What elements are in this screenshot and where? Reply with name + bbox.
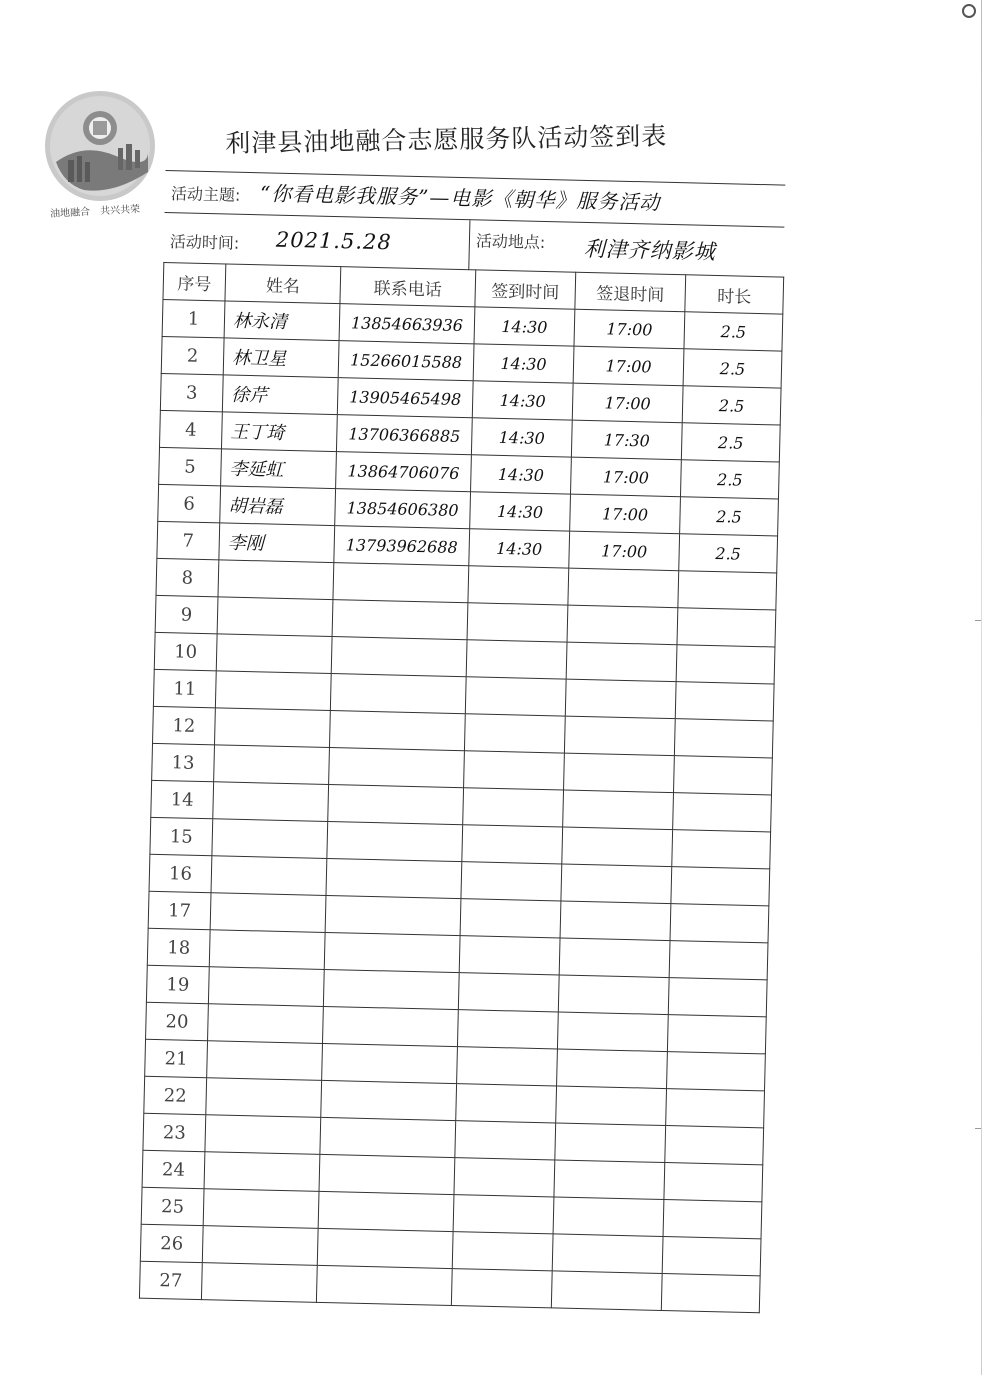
phone-number <box>322 1043 458 1083</box>
volunteer-name <box>207 1041 323 1081</box>
theme-label: 活动主题: <box>170 184 241 205</box>
row-number: 6 <box>158 484 221 522</box>
phone-number <box>324 932 460 972</box>
duration-hours <box>670 904 769 943</box>
volunteer-name <box>208 967 324 1007</box>
organization-logo <box>44 90 156 232</box>
phone-number: 13854606380 <box>335 489 471 529</box>
column-header: 时长 <box>685 275 784 314</box>
sign-out-time <box>564 753 675 793</box>
sign-out-time <box>556 1086 667 1126</box>
phone-number <box>316 1265 452 1305</box>
duration-hours <box>667 1052 766 1091</box>
duration-hours <box>678 571 777 610</box>
volunteer-name: 王丁琦 <box>221 412 337 452</box>
row-number: 11 <box>153 669 216 707</box>
volunteer-name: 李刚 <box>219 523 335 563</box>
row-number: 3 <box>160 373 223 411</box>
phone-number: 13864706076 <box>336 452 472 492</box>
row-number: 23 <box>143 1113 206 1151</box>
duration-hours <box>661 1274 760 1313</box>
phone-number <box>326 858 462 898</box>
duration-hours: 2.5 <box>681 423 780 462</box>
sign-in-time <box>459 936 560 975</box>
sign-out-time <box>552 1234 663 1274</box>
duration-hours <box>666 1089 765 1128</box>
sign-in-sheet <box>139 150 806 1325</box>
row-number: 25 <box>141 1187 204 1225</box>
sign-out-time <box>567 605 678 645</box>
row-number: 22 <box>144 1076 207 1114</box>
sign-in-time <box>453 1195 554 1234</box>
sign-in-time <box>461 862 562 901</box>
phone-number <box>317 1228 453 1268</box>
row-number: 18 <box>147 928 210 966</box>
volunteer-name <box>214 745 330 785</box>
sign-out-time <box>551 1271 662 1311</box>
duration-hours: 2.5 <box>682 386 781 425</box>
phone-number <box>333 563 469 603</box>
duration-hours <box>674 719 773 758</box>
duration-hours <box>675 682 774 721</box>
attendance-table <box>139 262 784 1313</box>
row-number: 19 <box>146 965 209 1003</box>
sign-out-time: 17:00 <box>573 346 684 386</box>
row-number: 7 <box>157 521 220 559</box>
volunteer-name <box>218 560 334 600</box>
sign-in-time <box>458 973 559 1012</box>
sign-in-time <box>455 1121 556 1160</box>
phone-number: 15266015588 <box>338 341 474 381</box>
row-number: 13 <box>152 743 215 781</box>
duration-hours <box>673 793 772 832</box>
volunteer-name <box>203 1189 319 1229</box>
row-number: 8 <box>156 558 219 596</box>
phone-number <box>319 1154 455 1194</box>
column-header: 签退时间 <box>575 272 686 312</box>
duration-hours <box>662 1237 761 1276</box>
column-header: 序号 <box>163 262 226 300</box>
duration-hours <box>667 1015 766 1054</box>
sign-in-time <box>456 1084 557 1123</box>
row-number: 4 <box>159 410 222 448</box>
sign-out-time <box>557 1012 668 1052</box>
phone-number <box>322 1006 458 1046</box>
phone-number <box>329 711 465 751</box>
sign-out-time: 17:00 <box>569 531 680 571</box>
duration-hours: 2.5 <box>684 312 783 351</box>
row-number: 9 <box>155 595 218 633</box>
duration-hours: 2.5 <box>683 349 782 388</box>
volunteer-name <box>213 782 329 822</box>
row-number: 15 <box>150 817 213 855</box>
attendance-rows <box>139 299 782 1312</box>
sign-out-time <box>566 642 677 682</box>
duration-hours <box>663 1200 762 1239</box>
row-number: 27 <box>139 1261 202 1299</box>
sign-out-time <box>568 568 679 608</box>
volunteer-name: 林卫星 <box>223 338 339 378</box>
duration-hours <box>664 1163 763 1202</box>
volunteer-name <box>204 1152 320 1192</box>
duration-hours <box>677 608 776 647</box>
duration-hours: 2.5 <box>680 460 779 499</box>
row-number: 21 <box>145 1039 208 1077</box>
phone-number <box>330 674 466 714</box>
scan-edge-line <box>981 0 982 1375</box>
place-label: 活动地点: <box>475 231 546 252</box>
theme-value: “你看电影我服务”—电影《朝华》服务活动 <box>259 181 661 215</box>
phone-number: 13905465498 <box>337 378 473 418</box>
row-number: 2 <box>161 336 224 374</box>
phone-number <box>323 969 459 1009</box>
scan-edge-tick <box>975 620 981 621</box>
duration-hours <box>674 756 773 795</box>
volunteer-name <box>210 893 326 933</box>
phone-number <box>331 637 467 677</box>
time-value: 2021.5.28 <box>275 227 393 255</box>
volunteer-name <box>214 708 330 748</box>
sign-in-time <box>463 788 564 827</box>
duration-hours <box>669 941 768 980</box>
row-number: 5 <box>159 447 222 485</box>
sign-in-time <box>451 1269 552 1308</box>
row-number: 16 <box>149 854 212 892</box>
sign-in-time: 14:30 <box>471 455 572 494</box>
sign-out-time <box>563 790 674 830</box>
phone-number <box>320 1117 456 1157</box>
volunteer-name <box>209 930 325 970</box>
sign-in-time: 14:30 <box>474 307 575 346</box>
place-value: 利津齐纳影城 <box>583 236 717 264</box>
volunteer-name: 徐芹 <box>222 375 338 415</box>
volunteer-name: 胡岩磊 <box>220 486 336 526</box>
phone-number <box>321 1080 457 1120</box>
sign-in-time: 14:30 <box>472 381 573 420</box>
logo-caption: 油地融合 共兴共荣 <box>49 204 141 220</box>
row-number: 1 <box>162 299 225 337</box>
sign-in-time <box>466 640 567 679</box>
sign-out-time <box>558 975 669 1015</box>
sign-in-time <box>465 677 566 716</box>
volunteer-name <box>206 1078 322 1118</box>
sign-out-time: 17:00 <box>574 309 685 349</box>
volunteer-name: 李延虹 <box>221 449 337 489</box>
volunteer-name <box>211 856 327 896</box>
sign-out-time <box>561 864 672 904</box>
phone-number <box>325 895 461 935</box>
row-number: 12 <box>153 706 216 744</box>
volunteer-name <box>215 671 331 711</box>
volunteer-name <box>205 1115 321 1155</box>
sign-in-time <box>464 714 565 753</box>
sign-out-time: 17:00 <box>571 457 682 497</box>
sign-in-time <box>457 1047 558 1086</box>
volunteer-name <box>216 634 332 674</box>
phone-number <box>328 785 464 825</box>
sign-in-time <box>457 1010 558 1049</box>
scan-registration-mark <box>962 4 976 18</box>
sign-in-time: 14:30 <box>469 529 570 568</box>
time-label: 活动时间: <box>169 232 240 253</box>
phone-number <box>329 748 465 788</box>
volunteer-name <box>202 1226 318 1266</box>
duration-hours <box>668 978 767 1017</box>
sign-in-time: 14:30 <box>471 418 572 457</box>
sign-in-time <box>452 1232 553 1271</box>
column-header: 联系电话 <box>340 267 476 307</box>
volunteer-name <box>212 819 328 859</box>
sign-out-time <box>555 1123 666 1163</box>
sign-in-time: 14:30 <box>470 492 571 531</box>
duration-hours <box>676 645 775 684</box>
duration-hours: 2.5 <box>680 497 779 536</box>
row-number: 10 <box>154 632 217 670</box>
sign-in-time <box>460 899 561 938</box>
row-number: 26 <box>140 1224 203 1262</box>
phone-number: 13793962688 <box>334 526 470 566</box>
sign-in-time <box>467 603 568 642</box>
row-number: 20 <box>146 1002 209 1040</box>
info-divider <box>468 220 470 270</box>
column-header: 姓名 <box>225 264 341 304</box>
phone-number <box>318 1191 454 1231</box>
duration-hours <box>665 1126 764 1165</box>
volunteer-name: 林永清 <box>224 301 340 341</box>
phone-number: 13854663936 <box>339 304 475 344</box>
sign-out-time <box>560 901 671 941</box>
sign-out-time: 17:00 <box>570 494 681 534</box>
sign-out-time <box>562 827 673 867</box>
sign-out-time <box>554 1160 665 1200</box>
page-title: 利津县油地融合志愿服务队活动签到表 <box>225 121 668 158</box>
row-number: 14 <box>151 780 214 818</box>
sign-out-time <box>553 1197 664 1237</box>
duration-hours: 2.5 <box>679 534 778 573</box>
phone-number <box>327 821 463 861</box>
sign-in-time <box>468 566 569 605</box>
volunteer-name <box>208 1004 324 1044</box>
phone-number <box>332 600 468 640</box>
duration-hours <box>671 867 770 906</box>
sign-out-time <box>565 679 676 719</box>
sign-out-time <box>557 1049 668 1089</box>
volunteer-name <box>201 1263 317 1303</box>
sign-in-time <box>464 751 565 790</box>
sign-in-time <box>462 825 563 864</box>
row-number: 24 <box>142 1150 205 1188</box>
sign-out-time: 17:00 <box>572 383 683 423</box>
sign-in-time: 14:30 <box>473 344 574 383</box>
volunteer-name <box>217 597 333 637</box>
row-number: 17 <box>148 891 211 929</box>
sign-in-time <box>454 1158 555 1197</box>
duration-hours <box>672 830 771 869</box>
scan-edge-tick <box>975 1128 981 1129</box>
column-header: 签到时间 <box>475 270 576 309</box>
sign-out-time <box>564 716 675 756</box>
phone-number: 13706366885 <box>336 415 472 455</box>
logo-emblem-icon <box>44 90 156 202</box>
sign-out-time <box>559 938 670 978</box>
sign-out-time: 17:30 <box>571 420 682 460</box>
